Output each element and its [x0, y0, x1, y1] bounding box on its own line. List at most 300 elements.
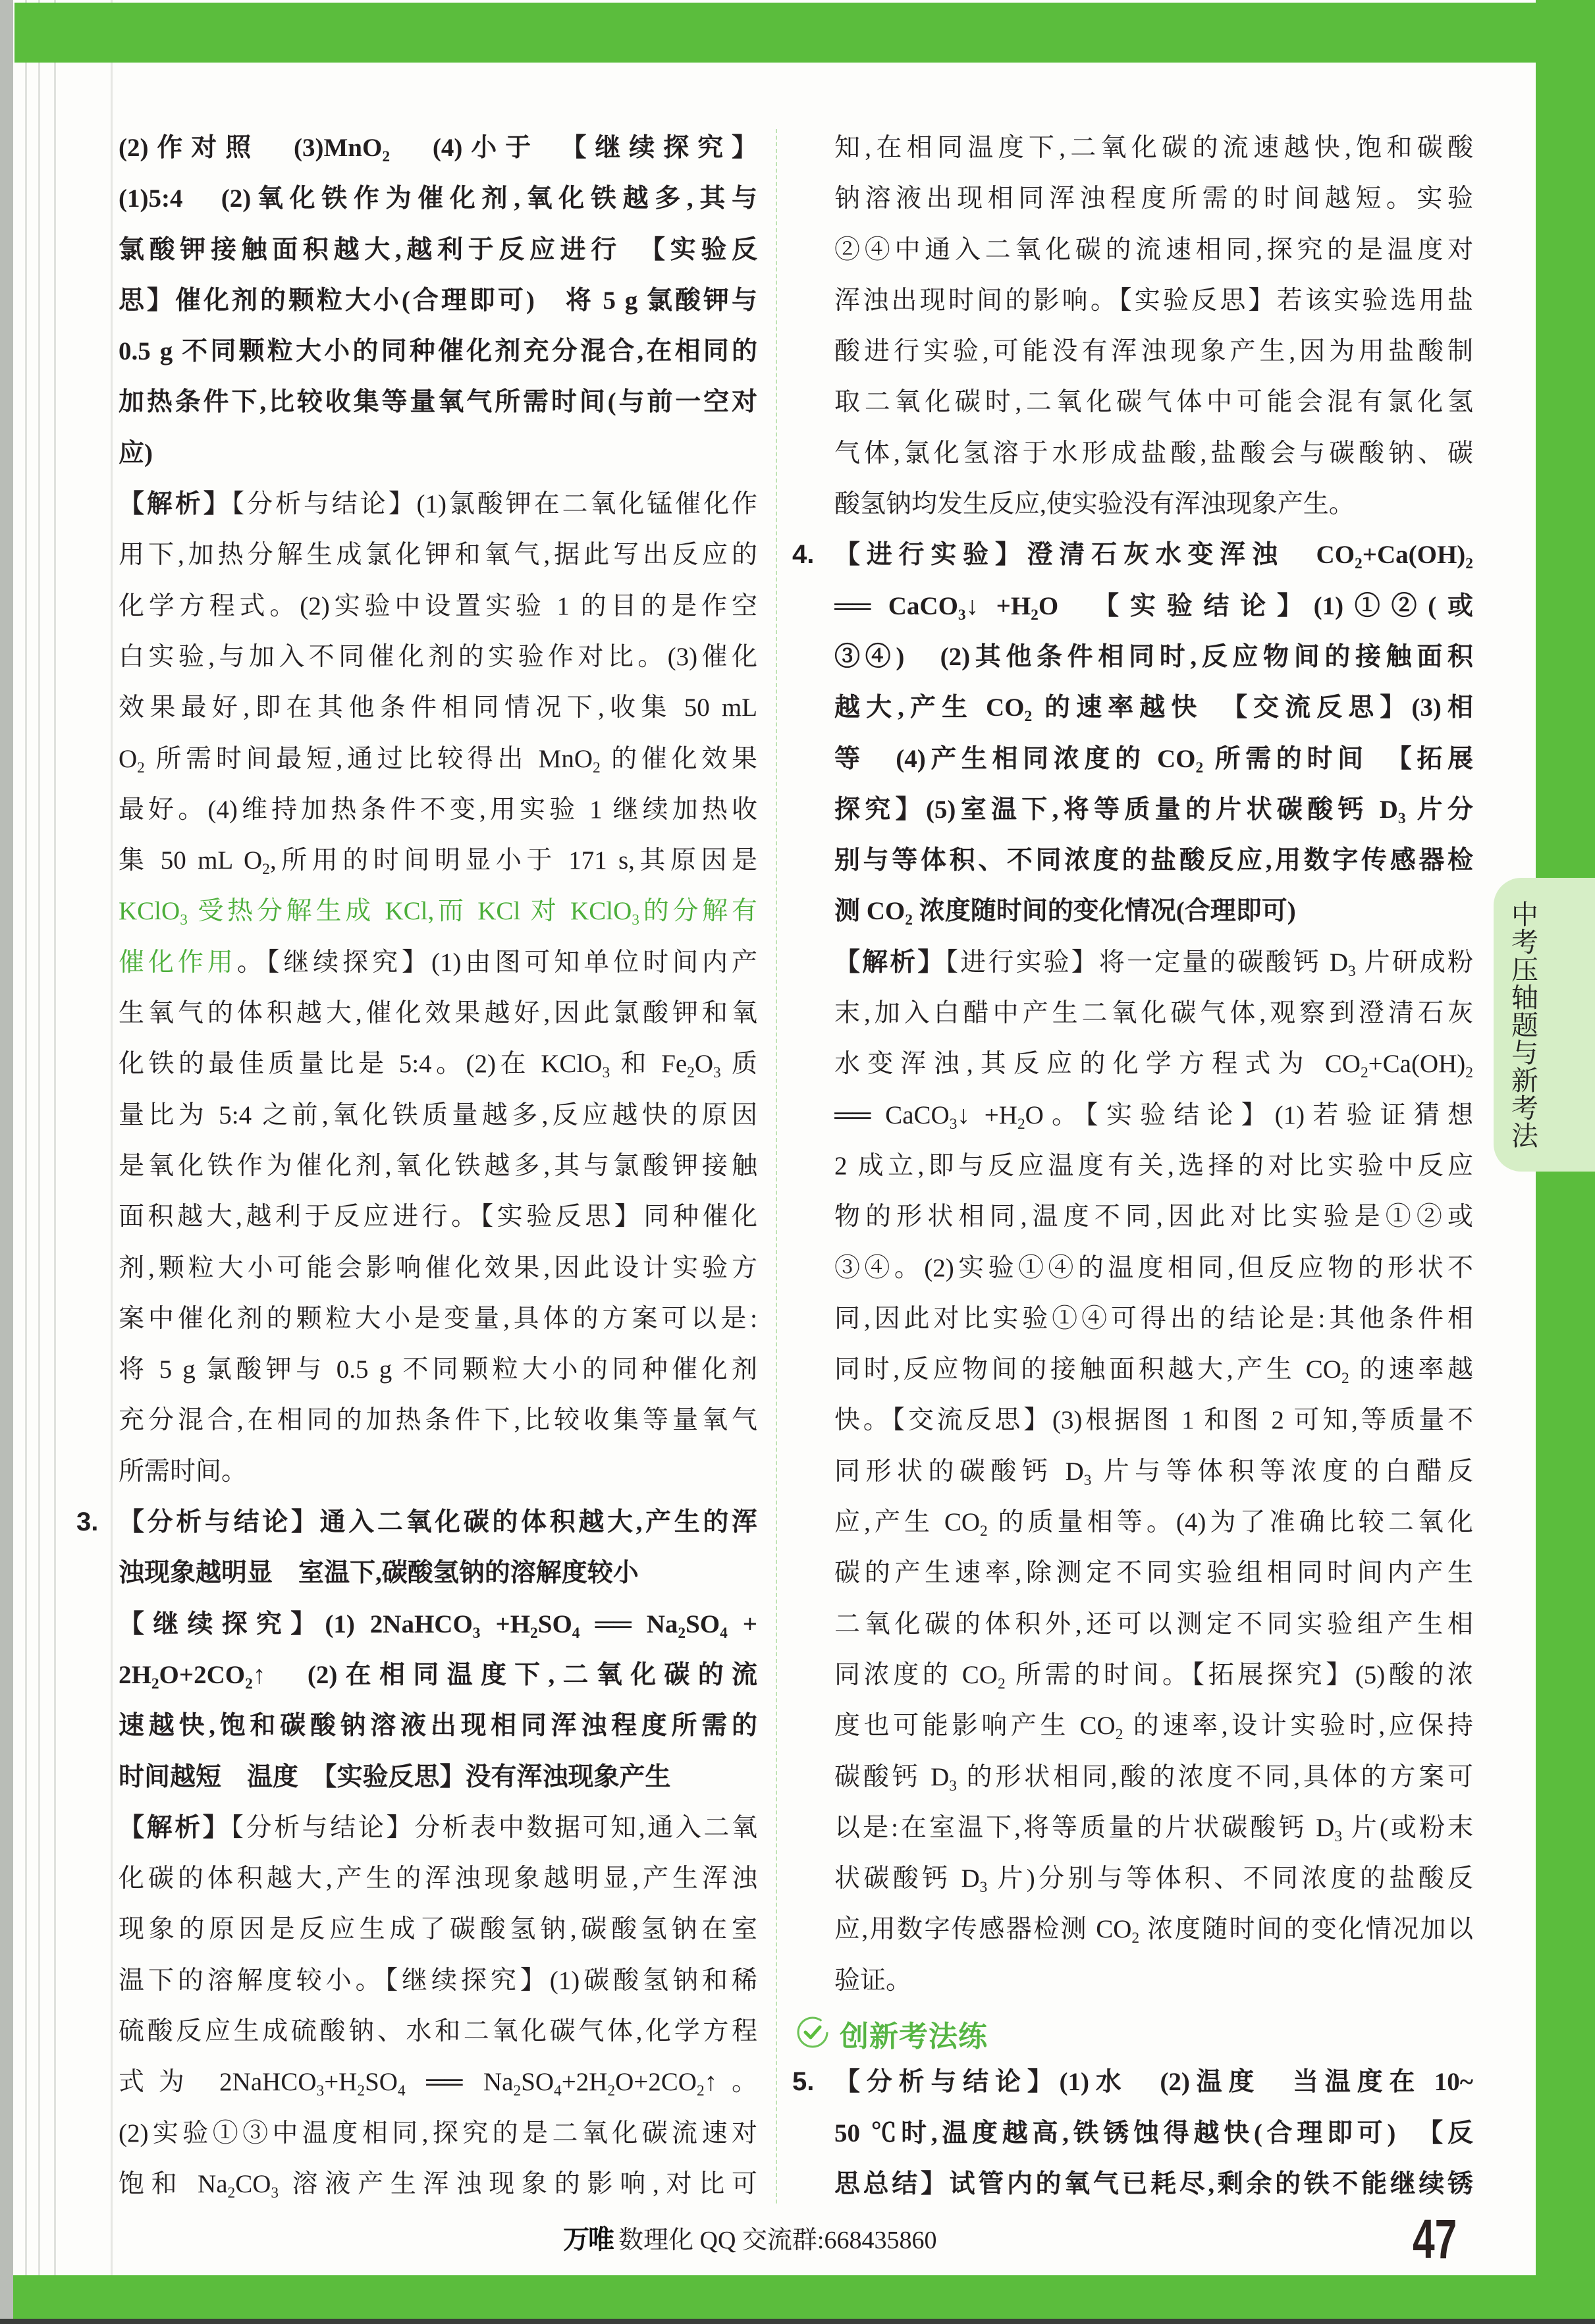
text-line: [834, 1293, 1473, 1344]
answer-text: 等 (4)产生相同浓度的 CO: [834, 744, 1196, 773]
explanation-text: ↑。: [704, 2068, 757, 2097]
line-text: [119, 326, 757, 377]
subscript: 3: [1083, 1471, 1092, 1489]
explanation-text: 应,用数字传感器检测 CO: [834, 1915, 1132, 1944]
explanation-text: 片(或粉末: [1342, 1813, 1473, 1842]
text-line: [119, 1293, 757, 1344]
subscript: 2: [687, 1064, 695, 1082]
highlight-text: 催化作用: [119, 948, 237, 977]
line-text: [119, 1650, 757, 1700]
text-line: [834, 1802, 1473, 1853]
explanation-text: 和 Fe: [610, 1050, 688, 1079]
explanation-text: 2 成立,即与反应温度有关,选择的对比实验中反应: [834, 1151, 1473, 1180]
answer-text: 【分析与结论】(1)水 (2)温度 当温度在 10~: [834, 2068, 1473, 2097]
answer-text: 别与等体积、不同浓度的盐酸反应,用数字传感器检: [834, 846, 1473, 875]
answer-text: ↑ (2)在相同温度下,二氧化碳的流: [252, 1660, 757, 1689]
explanation-text: 片)分别与等体积、不同浓度的盐酸反: [987, 1864, 1473, 1893]
line-text: [119, 2159, 757, 2209]
text-line: [834, 1650, 1473, 1700]
text-line: [834, 2159, 1473, 2209]
text-line: [834, 377, 1473, 427]
answer-text: 测 CO: [834, 897, 906, 926]
subscript: 2: [1465, 1064, 1473, 1082]
line-text: [834, 2057, 1473, 2107]
line-text: [834, 1599, 1473, 1650]
subscript: 2: [1195, 759, 1204, 776]
text-line: [834, 886, 1473, 936]
text-line: [834, 1039, 1473, 1089]
text-line: [119, 1599, 757, 1650]
line-text: [834, 122, 1473, 173]
bottom-green-band: [13, 2275, 1595, 2319]
subscript: 3: [316, 2082, 325, 2100]
text-line: [834, 1344, 1473, 1395]
answer-text: +Ca(OH): [1362, 541, 1466, 570]
text-line: [119, 428, 757, 479]
answer-text: SO: [686, 1609, 720, 1638]
subscript: 2: [1017, 1115, 1025, 1133]
explanation-text: 快。【交流反思】(3)根据图 1 和图 2 可知,等质量不: [834, 1406, 1473, 1435]
explanation-text: 。【继续探究】(1)由图可知单位时间内产: [236, 948, 757, 977]
explanation-text: 状碳酸钙 D: [834, 1864, 980, 1893]
text-line: [834, 479, 1473, 529]
explanation-text: 面积越大,越利于反应进行。【实验反思】同种催化: [119, 1203, 757, 1231]
line-text: [834, 1650, 1473, 1700]
text-line: [119, 988, 757, 1039]
explanation-text: 片研成粉: [1355, 948, 1473, 977]
subscript: 3: [713, 1064, 721, 1082]
column-divider: [776, 129, 777, 2203]
subscript: 4: [554, 2082, 562, 2100]
answer-text: O 【实验结论】(1)①②(或: [1038, 591, 1473, 620]
answer-text: 的速率越快 【交流反思】(3)相: [1032, 693, 1473, 722]
text-line: [119, 886, 757, 936]
subscript: 2: [137, 759, 145, 776]
text-line: [792, 2057, 1473, 2107]
subscript: 3: [271, 2184, 279, 2202]
answer-text: 浓度随时间的变化情况(合理即可): [912, 897, 1296, 926]
explanation-text: CO: [235, 2169, 271, 2198]
text-line: [834, 1446, 1473, 1497]
explanation-text: 物的形状相同,温度不同,因此对比实验是①②或: [834, 1203, 1473, 1231]
explanation-text: O: [694, 1050, 714, 1079]
answer-text: 2H: [119, 1660, 151, 1689]
text-line: [834, 734, 1473, 784]
line-text: [119, 1955, 757, 2006]
line-text: [119, 1090, 757, 1141]
explanation-text: 【分析与结论】分析表中数据可知,通入二氧: [230, 1813, 757, 1842]
line-text: [834, 2159, 1473, 2209]
text-line: [834, 1191, 1473, 1242]
line-text: [834, 1752, 1473, 1802]
text-line: [834, 1141, 1473, 1191]
line-text: [119, 2006, 757, 2057]
text-line: [834, 1395, 1473, 1446]
line-text: [834, 1904, 1473, 1955]
text-line: [834, 275, 1473, 326]
line-text: [119, 734, 757, 784]
line-text: [119, 2108, 757, 2159]
answer-text: 浊现象越明显 室温下,碳酸氢钠的溶解度较小: [119, 1559, 639, 1588]
line-text: [834, 275, 1473, 326]
subscript: 3: [602, 1064, 610, 1082]
explanation-text: +H: [324, 2068, 358, 2097]
subscript: 2: [1341, 1370, 1349, 1388]
text-line: [119, 1039, 757, 1089]
line-text: [119, 1497, 757, 1548]
explanation-text: 将 5 g 氯酸钾与 0.5 g 不同颗粒大小的同种催化剂: [119, 1355, 757, 1384]
text-line: [119, 682, 757, 733]
answer-text: (4)小于 【继续探究】: [390, 134, 757, 162]
explanation-text: 钠溶液出现相同浑浊程度所需的时间越短。实验: [834, 184, 1473, 213]
line-text: [119, 428, 757, 479]
subscript: 2: [678, 1624, 686, 1642]
explanation-text: 所需时间。: [119, 1457, 248, 1486]
text-line: [834, 1497, 1473, 1548]
text-line: [119, 1141, 757, 1191]
answer-text: 时间越短 温度 【实验反思】没有浑浊现象产生: [119, 1762, 671, 1791]
explanation-text: 应,产生 CO: [834, 1508, 981, 1537]
line-text: [119, 1599, 757, 1650]
subscript: 2: [513, 2082, 522, 2100]
line-text: [119, 225, 757, 275]
explanation-text: 碳酸钙 D: [834, 1762, 950, 1791]
check-circle-icon: [795, 2014, 830, 2053]
answer-text: 氯酸钾接触面积越大,越利于反应进行 【实验反: [119, 235, 757, 264]
line-text: [119, 632, 757, 682]
explanation-text: 【进行实验】将一定量的碳酸钙 D: [945, 948, 1348, 977]
subscript: 2: [1024, 708, 1033, 726]
answer-text: 50 ℃时,温度越高,铁锈蚀得越快(合理即可) 【反: [834, 2119, 1473, 2148]
text-line: [119, 529, 757, 580]
subscript: 2: [1131, 1930, 1140, 1947]
subscript: 2: [357, 2082, 365, 2100]
answer-text: SO: [537, 1609, 572, 1638]
explanation-text: (2)实验①③中温度相同,探究的是二氧化碳流速对: [119, 2119, 757, 2148]
page-number: 47: [1413, 2208, 1457, 2270]
explanation-text: 的速率,设计实验时,应保持: [1123, 1712, 1473, 1741]
page-stack-edge: [25, 0, 27, 2319]
subscript: 2: [1031, 606, 1039, 624]
text-line: [119, 1700, 757, 1751]
line-text: [834, 682, 1473, 733]
explanation-text: 的催化效果: [600, 744, 757, 773]
line-text: [834, 1802, 1473, 1853]
text-line: [119, 1548, 757, 1598]
text-line: [834, 1752, 1473, 1802]
explanation-text: 充分混合,在相同的加热条件下,比较收集等量氧气: [119, 1406, 757, 1435]
text-line: [119, 225, 757, 275]
line-text: [119, 886, 757, 936]
explanation-text: 剂,颗粒大小可能会影响催化效果,因此设计实验方: [119, 1253, 757, 1282]
line-text: [834, 1293, 1473, 1344]
subscript: 3: [949, 1115, 958, 1133]
page-crease-line: [111, 0, 113, 2319]
explanation-text: 集 50 mL O: [119, 846, 263, 875]
text-line: [834, 988, 1473, 1039]
text-line: [119, 2108, 757, 2159]
explanation-text: 白实验,与加入不同催化剂的实验作对比。(3)催化: [119, 642, 757, 671]
line-text: [119, 1141, 757, 1191]
explanation-text: O。【实验结论】(1)若验证猜想: [1025, 1100, 1473, 1129]
line-text: [834, 377, 1473, 427]
subscript: 2: [382, 148, 391, 166]
line-text: [119, 275, 757, 326]
text-line: [119, 1395, 757, 1446]
explanation-text: 式为 2NaHCO: [119, 2068, 317, 2097]
answer-text: ══ Na: [580, 1609, 678, 1638]
line-text: [834, 1395, 1473, 1446]
text-line: [119, 173, 757, 224]
right-column: [792, 122, 1473, 2209]
text-line: [119, 122, 757, 173]
text-line: [119, 1090, 757, 1141]
explanation-text: +Ca(OH): [1368, 1050, 1466, 1079]
answer-text: 探究】(5)室温下,将等质量的片状碳酸钙 D: [834, 795, 1398, 824]
line-text: [834, 1446, 1473, 1497]
explanation-text: 所需的时间。【拓展探究】(5)酸的浓: [1005, 1660, 1473, 1689]
page-stack-edge: [38, 0, 40, 2319]
text-line: [834, 682, 1473, 733]
answer-text: 越大,产生 CO: [834, 693, 1025, 722]
side-chapter-tab: [1494, 878, 1595, 1172]
text-line: [834, 122, 1473, 173]
line-text: [834, 835, 1473, 886]
text-line: [834, 1243, 1473, 1293]
explanation-text: 化铁的最佳质量比是 5:4。(2)在 KClO: [119, 1050, 603, 1079]
text-line: [834, 835, 1473, 886]
subscript: 2: [980, 1523, 988, 1540]
text-line: [119, 1446, 757, 1497]
line-text: [119, 835, 757, 886]
answer-text: +: [727, 1609, 757, 1638]
subscript: 2: [1360, 1064, 1368, 1082]
line-text: [119, 377, 757, 427]
line-text: [119, 1395, 757, 1446]
answer-text: O+2CO: [159, 1660, 246, 1689]
subscript: 2: [245, 1675, 253, 1693]
line-text: [834, 632, 1473, 682]
line-text: [119, 2057, 757, 2107]
subscript: 3: [472, 1624, 481, 1642]
brand-logo: 万唯: [563, 2225, 613, 2255]
line-text: [834, 784, 1473, 835]
subscript: 2: [1355, 555, 1363, 573]
line-text: [834, 734, 1473, 784]
explanation-text: 同时,反应物间的接触面积越大,产生 CO: [834, 1355, 1341, 1384]
line-text: [119, 173, 757, 224]
explanation-text: 效果最好,即在其他条件相同情况下,收集 50 mL: [119, 693, 757, 722]
answer-text: 片分: [1405, 795, 1473, 824]
explanation-text: 同形状的碳酸钙 D: [834, 1457, 1084, 1486]
text-line: [119, 479, 757, 529]
explanation-text: 硫酸反应生成硫酸钠、水和二氧化碳气体,化学方程: [119, 2016, 757, 2045]
section-heading: [795, 2014, 988, 2053]
explanation-text: 知,在相同温度下,二氧化碳的流速越快,饱和碳酸: [834, 134, 1473, 162]
explanation-text: 温下的溶解度较小。【继续探究】(1)碳酸氢钠和稀: [119, 1966, 757, 1995]
answer-text: 【继续探究】(1) 2NaHCO: [119, 1609, 473, 1638]
explanation-text: 水变浑浊,其反应的化学方程式为 CO: [834, 1050, 1361, 1079]
line-text: [119, 529, 757, 580]
line-text: [834, 1497, 1473, 1548]
subscript: 2: [227, 2184, 236, 2202]
explanation-text: 溶液产生浑浊现象的影响,对比可: [279, 2169, 757, 2198]
subscript: 4: [397, 2082, 406, 2100]
explanation-text: 酸进行实验,可能没有浑浊现象产生,因为用盐酸制: [834, 337, 1473, 366]
explanation-text: 质: [720, 1050, 757, 1079]
answer-text: 【进行实验】澄清石灰水变浑浊 CO: [834, 541, 1355, 570]
answer-text: 应): [119, 439, 153, 468]
text-line: [119, 734, 757, 784]
answer-text: (2)作对照 (3)MnO: [119, 134, 383, 162]
line-text: [119, 479, 757, 529]
line-text: [834, 529, 1473, 580]
text-line: [119, 2006, 757, 2057]
text-line: [119, 1191, 757, 1242]
line-text: [119, 1853, 757, 1904]
explanation-text: 浓度随时间的变化情况加以: [1139, 1915, 1473, 1944]
text-line: [119, 1752, 757, 1802]
text-line: [834, 428, 1473, 479]
subscript: 2: [593, 759, 601, 776]
text-line: [834, 326, 1473, 377]
page-stack-edge: [54, 0, 56, 2319]
line-text: [834, 1090, 1473, 1141]
line-text: [119, 784, 757, 835]
line-text: [834, 225, 1473, 275]
line-text: [119, 1700, 757, 1751]
line-text: [119, 1802, 757, 1853]
text-line: [834, 937, 1473, 988]
explanation-text: 验证。: [834, 1966, 912, 1995]
line-text: [834, 1243, 1473, 1293]
explanation-text: O+2CO: [615, 2068, 697, 2097]
text-line: [834, 632, 1473, 682]
line-text: [834, 479, 1473, 529]
line-text: [834, 581, 1473, 632]
line-text: [834, 1344, 1473, 1395]
subscript: 3: [958, 606, 966, 624]
line-text: [119, 988, 757, 1039]
subscript: 4: [572, 1624, 580, 1642]
subscript: 3: [1334, 1827, 1343, 1845]
answer-text: 【分析与结论】通入二氧化碳的体积越大,产生的浑: [119, 1508, 757, 1537]
left-column: [76, 122, 757, 2209]
text-line: [119, 937, 757, 988]
line-text: [119, 1191, 757, 1242]
text-line: [119, 1853, 757, 1904]
text-line: [834, 225, 1473, 275]
subscript: 2: [997, 1675, 1006, 1693]
explanation-text: 化碳的体积越大,产生的浑浊现象越明显,产生浑浊: [119, 1864, 757, 1893]
text-line: [119, 377, 757, 427]
text-line: [119, 632, 757, 682]
explanation-text: 取二氧化碳时,二氧化碳气体中可能会混有氯化氢: [834, 388, 1473, 417]
text-line: [119, 581, 757, 632]
explanation-text: 同,因此对比实验①④可得出的结论是:其他条件相: [834, 1304, 1473, 1333]
answer-text: 【解析】: [834, 948, 946, 977]
line-text: [119, 1446, 757, 1497]
text-line: [119, 1243, 757, 1293]
subscript: 4: [720, 1624, 728, 1642]
subscript: 2: [1115, 1726, 1123, 1744]
answer-text: (1)5:4 (2)氧化铁作为催化剂,氧化铁越多,其与: [119, 184, 757, 213]
line-text: [834, 1191, 1473, 1242]
explanation-text: ══ CaCO: [834, 1100, 950, 1129]
line-text: [119, 1039, 757, 1089]
top-green-band: [14, 3, 1595, 63]
line-text: [119, 937, 757, 988]
answer-text: ③④) (2)其他条件相同时,反应物间的接触面积: [834, 642, 1473, 671]
text-line: [834, 1599, 1473, 1650]
line-text: [119, 1752, 757, 1802]
subscript: 3: [979, 1879, 988, 1897]
line-text: [834, 886, 1473, 936]
explanation-text: 的速率越: [1349, 1355, 1473, 1384]
explanation-text: 碳的产生速率,除测定不同实验组相同时间内产生: [834, 1559, 1473, 1588]
explanation-text: 量比为 5:4 之前,氧化铁质量越多,反应越快的原因: [119, 1100, 757, 1129]
text-line: [119, 1802, 757, 1853]
subscript: 2: [607, 2082, 616, 2100]
section-heading-label: 创新考法练: [840, 2020, 988, 2053]
line-text: [834, 1955, 1473, 2006]
answer-text: +H: [480, 1609, 531, 1638]
side-tab-label: 中考压轴题与新考法: [1507, 900, 1538, 1149]
footer: [563, 2225, 936, 2255]
explanation-text: 用下,加热分解生成氯化钾和氧气,据此写出反应的: [119, 541, 757, 570]
explanation-text: 同浓度的 CO: [834, 1660, 998, 1689]
text-line: [834, 1700, 1473, 1751]
explanation-text: 二氧化碳的体积外,还可以测定不同实验组产生相: [834, 1609, 1473, 1638]
text-line: [792, 529, 1473, 580]
text-line: [119, 2159, 757, 2209]
explanation-text: 的形状相同,酸的浓度不同,具体的方案可: [956, 1762, 1473, 1791]
text-line: [119, 275, 757, 326]
text-line: [119, 1955, 757, 2006]
question-number: 3.: [76, 1507, 99, 1537]
explanation-text: 浑浊出现时间的影响。【实验反思】若该实验选用盐: [834, 286, 1473, 315]
explanation-text: 酸氢钠均发生反应,使实验没有浑浊现象产生。: [834, 490, 1355, 519]
answer-text: 思总结】试管内的氧气已耗尽,剩余的铁不能继续锈: [834, 2169, 1473, 2198]
answer-text: 速越快,饱和碳酸钠溶液出现相同浑浊程度所需的: [119, 1712, 757, 1741]
text-line: [119, 326, 757, 377]
line-text: [119, 1548, 757, 1598]
explanation-text: 片与等体积等浓度的白醋反: [1091, 1457, 1473, 1486]
explanation-text: 现象的原因是反应生成了碳酸氢钠,碳酸氢钠在室: [119, 1915, 757, 1944]
explanation-text: 【分析与结论】(1)氯酸钾在二氧化锰催化作: [231, 490, 757, 519]
answer-text: 【解析】: [119, 490, 232, 519]
explanation-text: 所需时间最短,通过比较得出 MnO: [144, 744, 593, 773]
text-line: [834, 1904, 1473, 1955]
explanation-text: SO: [365, 2068, 398, 2097]
subscript: 2: [1465, 555, 1473, 573]
explanation-text: ③④。(2)实验①④的温度相同,但反应物的形状不: [834, 1253, 1473, 1282]
line-text: [119, 1344, 757, 1395]
explanation-text: ↓ +H: [957, 1100, 1017, 1129]
text-line: [119, 1904, 757, 1955]
highlight-text: KClO: [119, 897, 180, 926]
subscript: 2: [905, 911, 913, 929]
subscript: 2: [696, 2082, 705, 2100]
line-text: [834, 326, 1473, 377]
explanation-text: 最好。(4)维持加热条件不变,用实验 1 继续加热收: [119, 795, 757, 824]
subscript: 3: [180, 911, 188, 929]
text-line: [834, 784, 1473, 835]
answer-text: ══ CaCO: [834, 591, 958, 620]
line-text: [834, 428, 1473, 479]
answer-text: ↓ +H: [965, 591, 1031, 620]
line-text: [834, 1039, 1473, 1089]
